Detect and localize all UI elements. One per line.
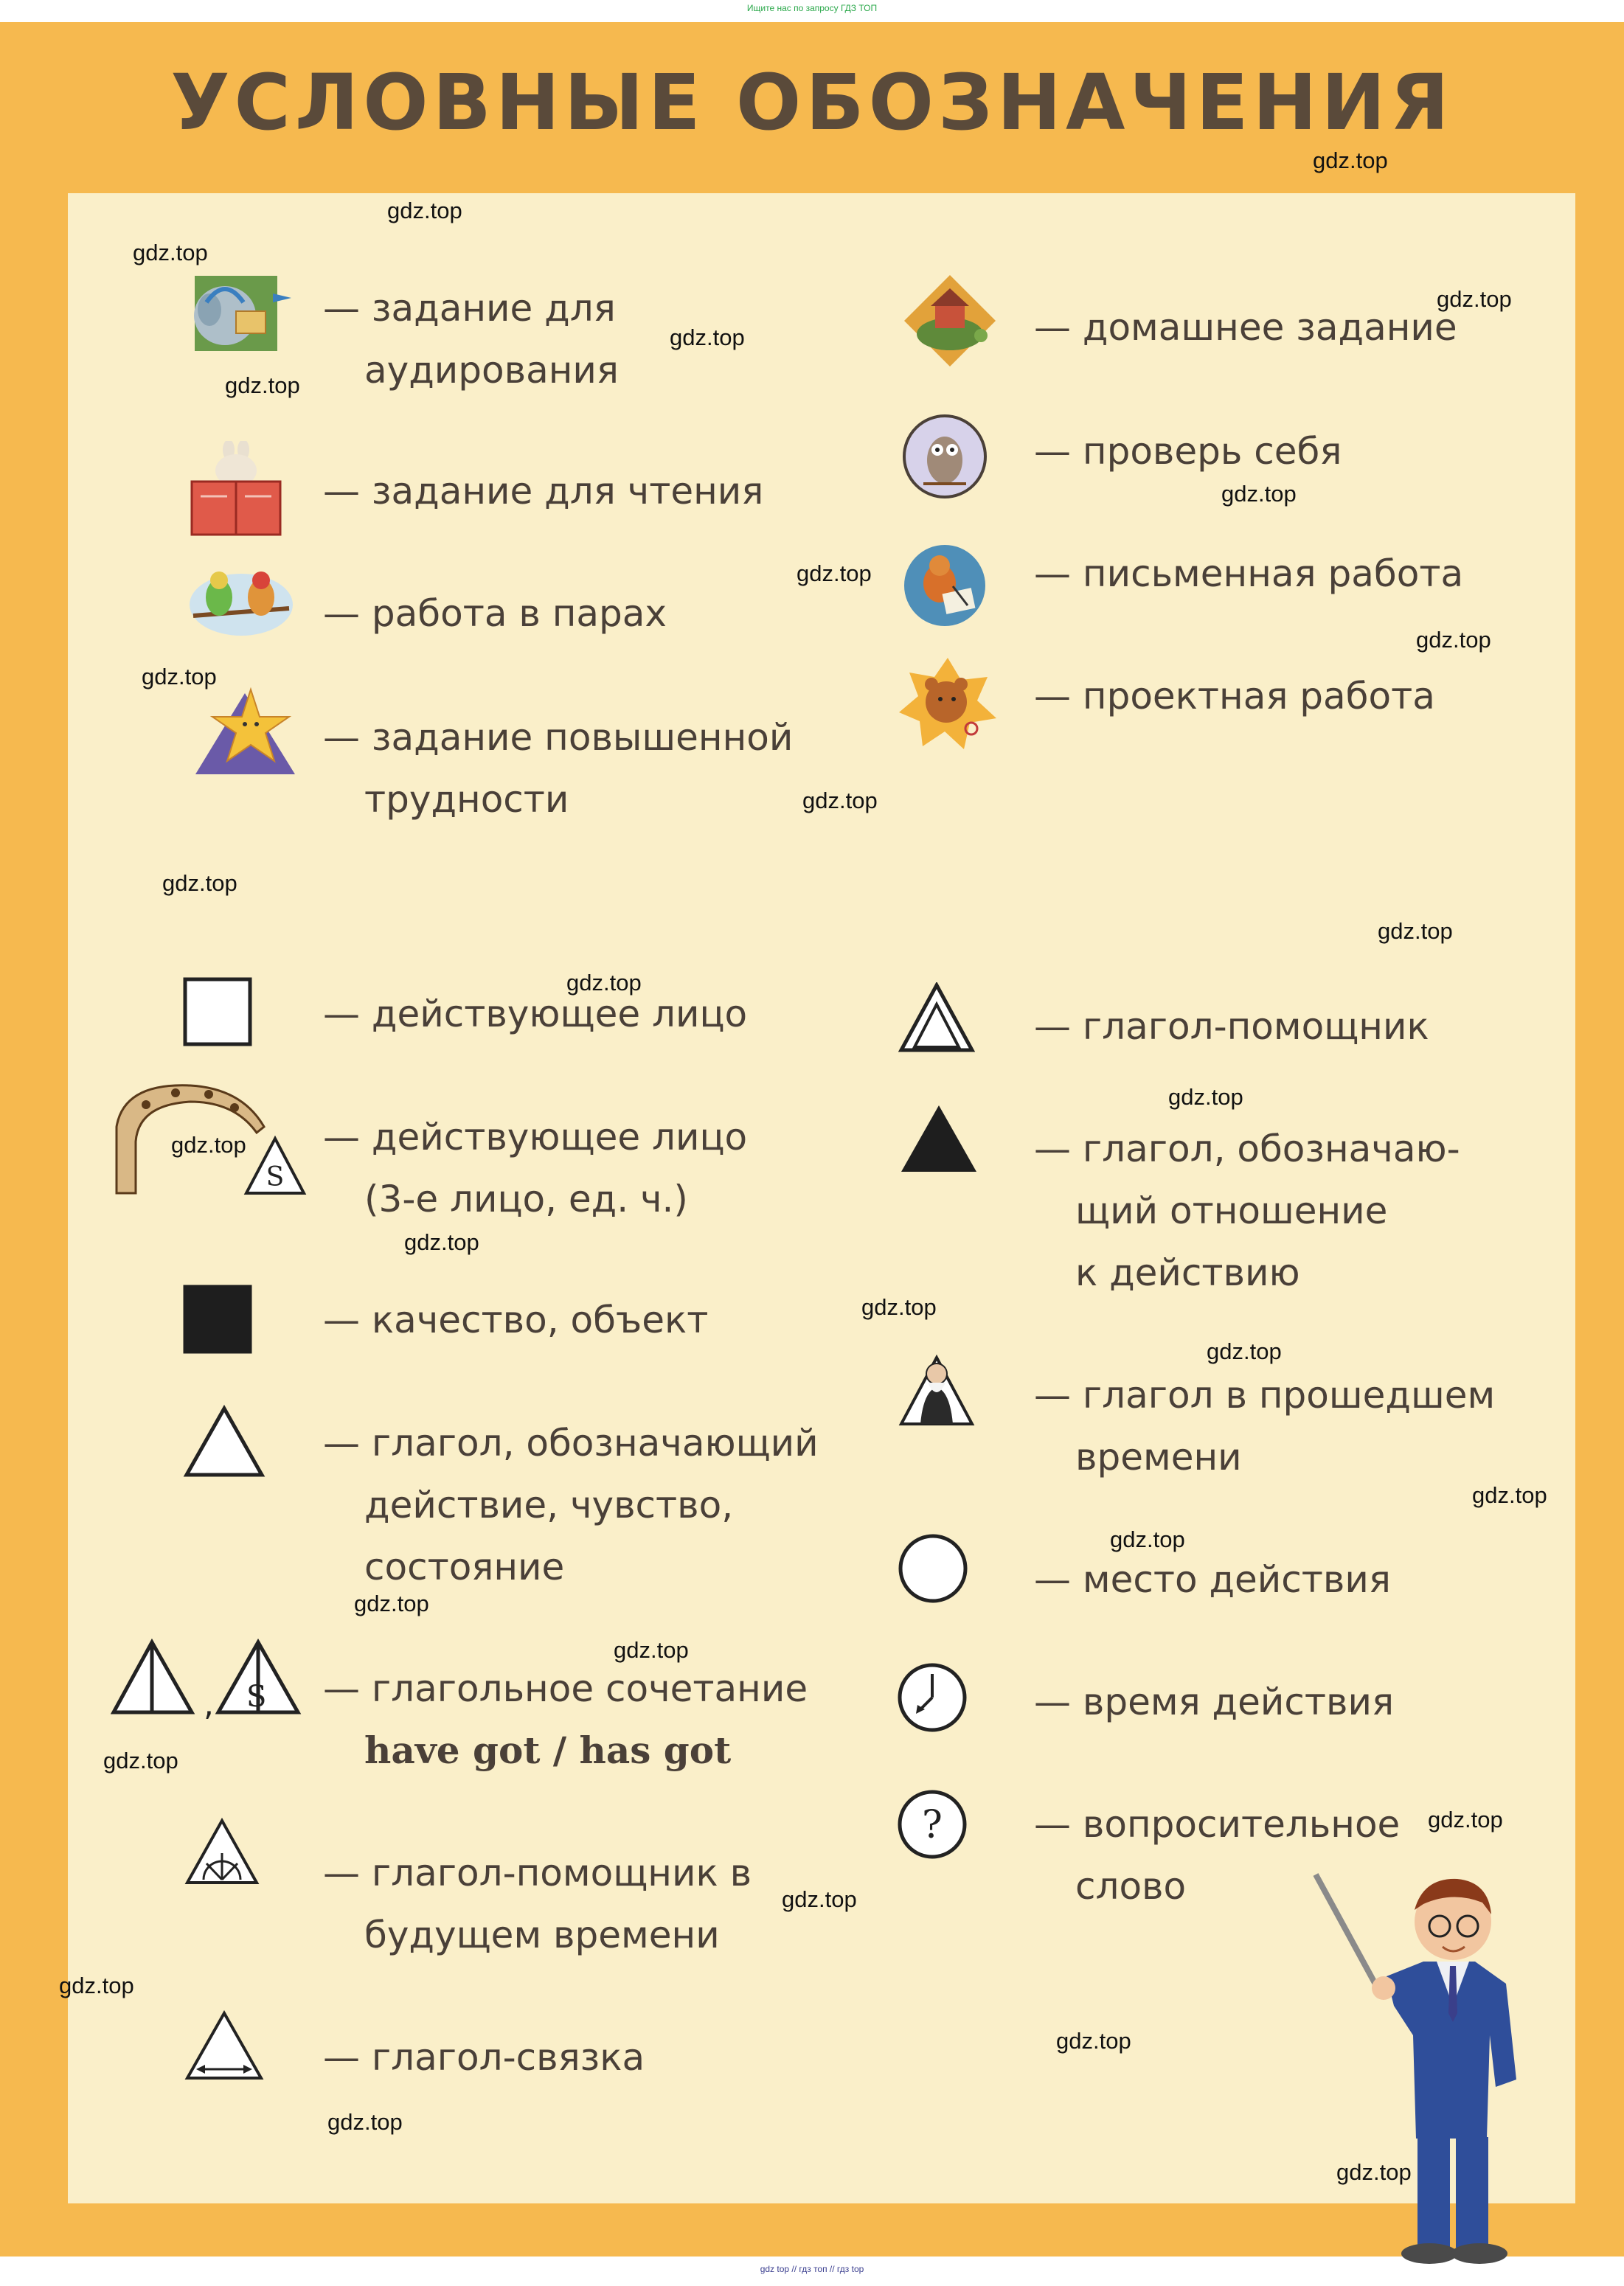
watermark: gdz.top — [614, 1637, 689, 1663]
filled-square-icon — [183, 1285, 252, 1354]
watermark: gdz.top — [861, 1294, 937, 1320]
watermark: gdz.top — [566, 970, 642, 996]
quality-object-label: — качество, объект — [323, 1299, 709, 1341]
split-triangle-s-letter: S — [246, 1680, 267, 1714]
watermark: gdz.top — [1378, 918, 1453, 944]
self-check-label: — проверь себя — [1034, 430, 1342, 473]
sun-triangle-icon — [184, 1818, 260, 1886]
top-note[interactable]: Ищите нас по запросу ГДЗ ТОП — [746, 3, 878, 13]
watermark: gdz.top — [171, 1132, 246, 1158]
filled-triangle-icon — [898, 1102, 979, 1175]
homework-label: — домашнее задание — [1034, 306, 1457, 349]
separator-comma: , — [204, 1686, 214, 1720]
action-verb-label: — глагол, обозначающий действие, чувство, состояние — [323, 1422, 819, 1588]
watermark: gdz.top — [162, 870, 237, 896]
future-auxiliary-label: — глагол-помощник в будущем времени — [323, 1852, 752, 1956]
watermark: gdz.top — [1472, 1482, 1547, 1508]
bottom-note[interactable]: gdz top // гдз топ // гдз top — [760, 2264, 864, 2274]
past-tense-verb-label: — глагол в прошедшем времени — [1034, 1374, 1496, 1479]
pair-work-label: — работа в парах — [323, 592, 667, 635]
rabbit-book-icon — [184, 441, 295, 541]
question-word-label: — вопросительное слово — [1034, 1803, 1401, 1908]
reading-task-label: — задание для чтения — [323, 470, 764, 513]
watermark: gdz.top — [1428, 1807, 1503, 1832]
watermark: gdz.top — [1110, 1526, 1185, 1552]
question-circle-icon — [895, 1788, 969, 1861]
listening-task-label: — задание для аудирования — [323, 287, 619, 392]
advanced-task-label: — задание повышенной трудности — [323, 716, 794, 821]
watermark: gdz.top — [142, 664, 217, 689]
watermark: gdz.top — [1207, 1338, 1282, 1364]
watermark: gdz.top — [387, 198, 462, 223]
watermark: gdz.top — [670, 324, 745, 350]
actor-third-person-label: — действующее лицо (3-е лицо, ед. ч.) — [323, 1116, 748, 1220]
watermark: gdz.top — [354, 1591, 429, 1616]
watermark: gdz.top — [59, 1973, 134, 1998]
parrots-icon — [186, 564, 296, 642]
watermark: gdz.top — [103, 1748, 178, 1773]
watermark: gdz.top — [327, 2109, 403, 2135]
old-man-triangle-icon — [898, 1353, 975, 1428]
circle-outline-icon — [897, 1532, 969, 1605]
auxiliary-verb-label: — глагол-помощник — [1034, 1005, 1429, 1048]
attitude-verb-label: — глагол, обозначаю- щий отношение к действию — [1034, 1128, 1460, 1294]
elephant-headphones-icon — [184, 273, 299, 358]
triangle-s-letter: S — [266, 1162, 285, 1192]
split-triangles-icon — [111, 1639, 302, 1720]
watermark: gdz.top — [1221, 481, 1297, 507]
have-got-label: — глагольное сочетание have got / has got — [323, 1667, 808, 1772]
triangle-outline-icon — [183, 1405, 266, 1479]
written-work-label: — письменная работа — [1034, 552, 1464, 595]
question-mark: ? — [922, 1803, 943, 1847]
star-triangle-icon — [192, 686, 299, 778]
page-title: УСЛОВНЫЕ ОБОЗНАЧЕНИЯ — [170, 58, 1454, 147]
bear-scissors-icon — [896, 655, 999, 754]
owl-icon — [901, 413, 988, 500]
watermark: gdz.top — [1313, 147, 1388, 173]
watermark: gdz.top — [1416, 627, 1491, 653]
watermark: gdz.top — [797, 560, 872, 586]
watermark: gdz.top — [133, 240, 208, 265]
watermark: gdz.top — [1168, 1084, 1243, 1110]
watermark: gdz.top — [1056, 2028, 1131, 2054]
square-outline-icon — [183, 977, 252, 1046]
double-triangle-icon — [898, 982, 975, 1053]
watermark: gdz.top — [404, 1229, 479, 1255]
arrow-triangle-icon — [184, 2010, 264, 2082]
project-work-label: — проектная работа — [1034, 675, 1435, 718]
watermark: gdz.top — [225, 372, 300, 398]
watermark: gdz.top — [782, 1886, 857, 1912]
teacher-illustration — [1305, 1858, 1549, 2271]
turtle-house-icon — [898, 269, 1002, 372]
place-label: — место действия — [1034, 1558, 1391, 1601]
time-label: — время действия — [1034, 1681, 1395, 1723]
linking-verb-label: — глагол-связка — [323, 2036, 645, 2079]
watermark: gdz.top — [1336, 2159, 1412, 2185]
squirrel-writing-icon — [901, 542, 988, 629]
watermark: gdz.top — [1437, 286, 1512, 312]
watermark: gdz.top — [802, 788, 878, 813]
actor-label: — действующее лицо — [323, 993, 748, 1035]
clock-icon — [895, 1661, 969, 1734]
